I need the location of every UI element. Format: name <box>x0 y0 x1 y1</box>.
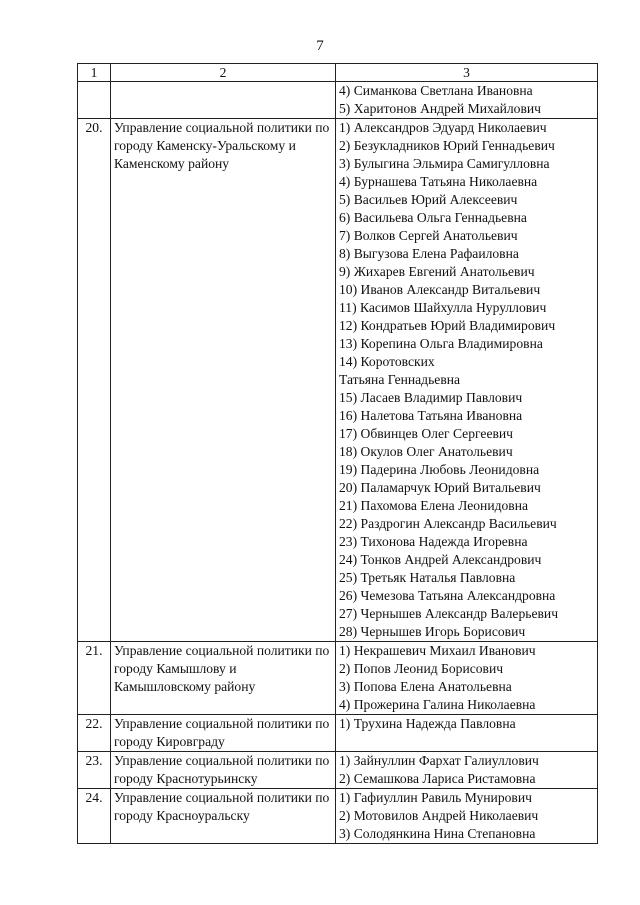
document-table <box>77 63 598 844</box>
table-row <box>78 642 598 715</box>
member-name: 13) Корепина Ольга Владимировна <box>339 336 543 351</box>
row-number: 21. <box>78 642 111 715</box>
member-name: 1) Некрашевич Михаил Иванович <box>339 643 536 658</box>
organization-name: Управление социальной политики по городу Каменску-Уральскому и Каменскому району <box>111 119 336 642</box>
member-name: 2) Попов Леонид Борисович <box>339 661 504 676</box>
member-name: 10) Иванов Александр Витальевич <box>339 282 541 297</box>
member-name: 3) Попова Елена Анатольевна <box>339 679 512 694</box>
member-name: 14) Коротовских <box>339 354 435 369</box>
member-list <box>336 642 598 715</box>
member-name: 26) Чемезова Татьяна Александровна <box>339 588 556 603</box>
member-list <box>336 752 598 789</box>
member-name: 11) Касимов Шайхулла Нуруллович <box>339 300 547 315</box>
member-name: 21) Пахомова Елена Леонидовна <box>339 498 529 513</box>
row-number: 20. <box>78 119 111 642</box>
member-name: 12) Кондратьев Юрий Владимирович <box>339 318 556 333</box>
member-name: 1) Гафиуллин Равиль Мунирович <box>339 790 532 805</box>
table-row <box>78 752 598 789</box>
organization-name <box>111 82 336 119</box>
member-name: 4) Симанкова Светлана Ивановна <box>339 83 533 98</box>
member-list <box>336 82 598 119</box>
page-number: 7 <box>316 38 324 54</box>
row-number: 22. <box>78 715 111 752</box>
row-number: 24. <box>78 789 111 844</box>
member-name: 4) Прожерина Галина Николаевна <box>339 697 536 712</box>
member-name: 15) Ласаев Владимир Павлович <box>339 390 523 405</box>
member-name: 2) Семашкова Лариса Ристамовна <box>339 771 536 786</box>
member-name: Татьяна Геннадьевна <box>339 372 461 387</box>
member-name: 18) Окулов Олег Анатольевич <box>339 444 513 459</box>
member-name: 24) Тонков Андрей Александрович <box>339 552 542 567</box>
member-list <box>336 119 598 642</box>
header-col-1: 1 <box>78 64 111 82</box>
organization-name: Управление социальной политики по городу Кировграду <box>111 715 336 752</box>
table-row <box>78 119 598 642</box>
member-name: 9) Жихарев Евгений Анатольевич <box>339 264 535 279</box>
organization-name: Управление социальной политики по городу Краснотурьинску <box>111 752 336 789</box>
table-row <box>78 82 598 119</box>
member-name: 20) Паламарчук Юрий Витальевич <box>339 480 541 495</box>
header-col-2: 2 <box>111 64 336 82</box>
member-list <box>336 789 598 844</box>
table-header-row <box>78 64 598 82</box>
member-name: 22) Раздрогин Александр Васильевич <box>339 516 557 531</box>
member-name: 16) Налетова Татьяна Ивановна <box>339 408 523 423</box>
member-name: 25) Третьяк Наталья Павловна <box>339 570 516 585</box>
member-name: 23) Тихонова Надежда Игоревна <box>339 534 528 549</box>
member-name: 3) Булыгина Эльмира Самигулловна <box>339 156 550 171</box>
member-name: 5) Харитонов Андрей Михайлович <box>339 101 542 116</box>
table-body <box>78 82 598 844</box>
member-name: 3) Солодянкина Нина Степановна <box>339 826 536 841</box>
table-row <box>78 715 598 752</box>
member-name: 28) Чернышев Игорь Борисович <box>339 624 526 639</box>
member-name: 6) Васильева Ольга Геннадьевна <box>339 210 527 225</box>
row-number <box>78 82 111 119</box>
member-name: 1) Трухина Надежда Павловна <box>339 716 516 731</box>
member-name: 1) Александров Эдуард Николаевич <box>339 120 547 135</box>
table-row <box>78 789 598 844</box>
member-name: 4) Бурнашева Татьяна Николаевна <box>339 174 538 189</box>
organization-name: Управление социальной политики по городу Красноуральску <box>111 789 336 844</box>
header-col-3: 3 <box>336 64 598 82</box>
member-name: 5) Васильев Юрий Алексеевич <box>339 192 518 207</box>
row-number: 23. <box>78 752 111 789</box>
member-name: 17) Обвинцев Олег Сергеевич <box>339 426 514 441</box>
member-name: 1) Зайнуллин Фархат Галиуллович <box>339 753 539 768</box>
member-name: 27) Чернышев Александр Валерьевич <box>339 606 559 621</box>
member-name: 19) Падерина Любовь Леонидовна <box>339 462 540 477</box>
member-name: 2) Мотовилов Андрей Николаевич <box>339 808 539 823</box>
member-name: 7) Волков Сергей Анатольевич <box>339 228 518 243</box>
organization-name: Управление социальной политики по городу Камышлову и Камышловскому району <box>111 642 336 715</box>
member-list <box>336 715 598 752</box>
member-name: 2) Безукладников Юрий Геннадьевич <box>339 138 555 153</box>
member-name: 8) Выгузова Елена Рафаиловна <box>339 246 519 261</box>
